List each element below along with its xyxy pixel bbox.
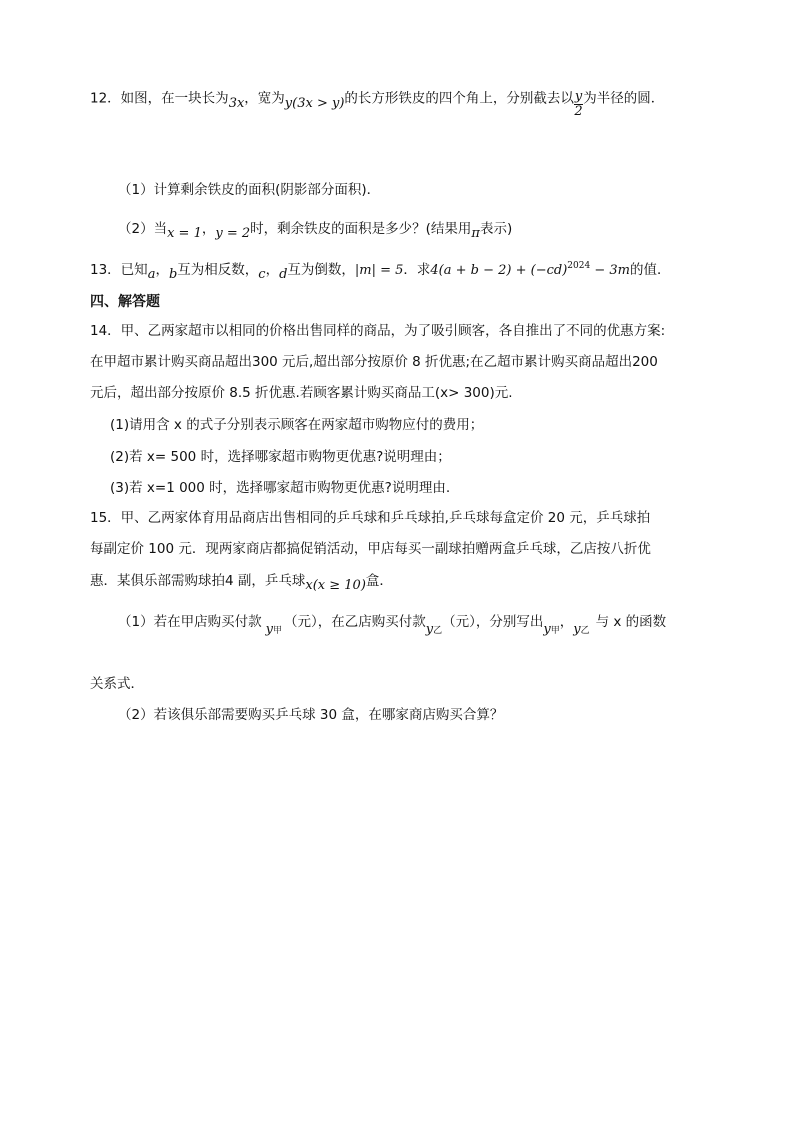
q14-part2: (2)若 x= 500 时，选择哪家超市购物更优惠?说明理由； [110, 449, 451, 465]
q12-part1: （1）计算剩余铁皮的面积(阴影部分面积)． [118, 182, 381, 198]
q12-part2-text-1: （2）当 [118, 221, 168, 237]
q12-text-2: ，宽为 [244, 90, 285, 107]
q13-text-5: 互为倒数， [287, 262, 355, 278]
q12-var-x: x = 1 [167, 226, 202, 241]
q13-text-3: 互为相反数， [177, 262, 259, 278]
q15-part1 [118, 612, 667, 637]
fraction-denominator: 2 [574, 104, 583, 119]
q13-var-b: b [168, 267, 178, 282]
q13-expression: 4(a + b − 2) + (−cd) [430, 263, 568, 278]
q14-part1: (1)请用含 x 的式子分别表示顾客在两家超市购物应付的费用； [110, 417, 484, 433]
q13-text-2: ， [155, 262, 169, 278]
q15-part1-text-1: （1）若在甲店购买付款 [118, 614, 262, 630]
q15-part1-text-2: （元），在乙店购买付款 [283, 614, 426, 630]
q15-part1-cont: 关系式． [90, 676, 144, 692]
q15-part1-text-3: （元），分别写出 [442, 614, 544, 630]
q12-part2-text-2: ， [201, 221, 216, 237]
q12-var-length: 3x [228, 95, 245, 111]
q15-line3-text-2: 盒． [365, 573, 393, 589]
q14-part3: (3)若 x=1 000 时，选择哪家超市购物更优惠?说明理由. [110, 480, 451, 496]
q15-line2: 每副定价 100 元．现两家商店都搞促销活动，甲店每买一副球拍赠两盒乒乓球，乙店按八折优 [90, 541, 651, 557]
q15-part1-text-4: ， [559, 614, 574, 630]
q12-var-pi: π [471, 226, 480, 241]
q15-part1-text-5: 与 x 的函数 [595, 614, 667, 630]
q13-text-4: ， [265, 262, 280, 278]
q12-part2 [118, 219, 512, 240]
q15-var-x-range: x(x ≥ 10) [305, 578, 366, 593]
q12-var-y: y = 2 [215, 226, 251, 241]
q13-text-6: ．求 [403, 262, 431, 278]
q14-line2: 在甲超市累计购买商品超出300 元后,超出部分按原价 8 折优惠;在乙超市累计购买商品超出200 [90, 354, 658, 370]
y-jia-2: y甲 [543, 622, 560, 637]
q12-part2-text-4: 表示) [479, 221, 513, 237]
q13-text-7: 的值． [629, 262, 671, 278]
q12-part2-text-3: 时，剩余铁皮的面积是多少？(结果用 [250, 221, 472, 237]
y-yi-2: y乙 [573, 622, 590, 637]
q14-line1: 14．甲、乙两家超市以相同的价格出售同样的商品，为了吸引顾客，各自推出了不同的优惠方案: [90, 323, 666, 339]
y-yi-1: y乙 [425, 622, 443, 637]
q13-abs-m: |m| = 5 [354, 263, 404, 278]
q13-text-1: 13．已知 [90, 262, 148, 278]
fraction-numerator: y [574, 89, 583, 104]
q12-text-4: 为半径的圆． [583, 90, 665, 107]
q12-text-3: 的长方形铁皮的四个角上，分别截去以 [344, 90, 574, 107]
q15-line3-text-1: 惠．某俱乐部需购球拍4 副，乒乓球 [90, 573, 306, 589]
q12-line1 [90, 84, 665, 119]
q14-line3: 元后，超出部分按原价 8.5 折优惠.若顾客累计购买商品工(x> 300)元. [90, 385, 513, 401]
q13-exponent: 2024 [567, 261, 591, 271]
q15-part2: （2）若该俱乐部需要购买乒乓球 30 盒，在哪家商店购买合算？ [118, 707, 504, 723]
q15-line3 [90, 571, 393, 592]
q13-expression-tail: − 3m [590, 263, 630, 278]
q12-text-1: 12．如图，在一块长为 [90, 90, 229, 107]
q12-fraction [574, 90, 583, 119]
q15-line1: 15．甲、乙两家体育用品商店出售相同的乒乓球和乒乓球拍,乒乓球每盒定价 20 元，乒乓球拍 [90, 510, 651, 526]
q13-line [90, 260, 670, 282]
q13-var-c: c [258, 267, 266, 282]
section-heading: 四、解答题 [90, 294, 160, 310]
y-jia-1: y甲 [265, 622, 282, 637]
q12-var-width: y(3x > y) [284, 95, 345, 111]
q13-var-d: d [279, 267, 288, 282]
q13-var-a: a [147, 267, 156, 282]
